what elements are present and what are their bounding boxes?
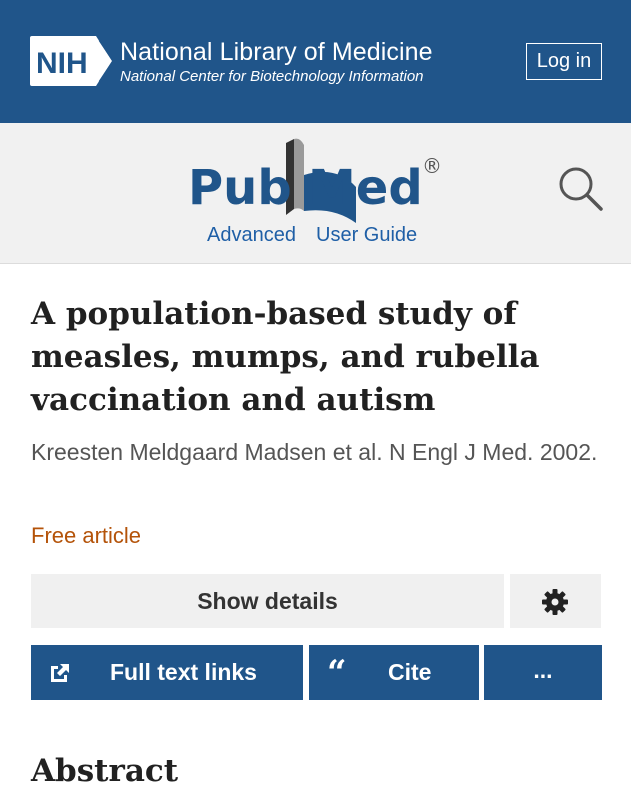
article-citation — [31, 432, 601, 473]
quote-icon: “ — [327, 653, 347, 693]
nih-title: National Library of Medicine — [120, 38, 433, 66]
article-year: 2002. — [539, 439, 598, 465]
external-link-icon — [49, 662, 71, 684]
search-icon[interactable] — [556, 164, 604, 212]
free-article-badge: Free article — [31, 523, 142, 548]
pubmed-logo-pub: Pub — [188, 160, 292, 216]
full-text-links-label: Full text links — [110, 659, 257, 685]
pubmed-logo-med: Med — [308, 160, 423, 216]
cite-button[interactable] — [309, 645, 479, 700]
article-authors[interactable]: Kreesten Meldgaard Madsen et al. — [31, 439, 383, 465]
more-actions-button[interactable] — [484, 645, 602, 700]
login-button[interactable]: Log in — [526, 43, 602, 80]
abstract-heading: Abstract — [31, 753, 179, 789]
nih-logo[interactable] — [30, 36, 112, 86]
article-title: A population-based study of measles, mumps, and rubella vaccination and autism — [31, 296, 540, 418]
full-text-links-button[interactable] — [31, 645, 303, 700]
nav-user-guide-link[interactable]: User Guide — [316, 224, 418, 246]
nav-advanced-link[interactable]: Advanced — [207, 224, 296, 246]
nih-header — [0, 0, 631, 123]
display-options-button[interactable] — [510, 574, 601, 628]
gear-icon — [542, 589, 568, 615]
nih-logo-text: NIH — [36, 47, 88, 80]
book-page-icon — [294, 139, 304, 211]
cite-label: Cite — [388, 659, 432, 685]
more-actions-label: ... — [533, 657, 553, 683]
registered-mark: ® — [422, 154, 442, 178]
article-journal[interactable]: N Engl J Med. — [388, 439, 534, 465]
show-details-button[interactable]: Show details — [31, 574, 504, 628]
nih-subtitle: National Center for Biotechnology Information — [120, 68, 424, 85]
pubmed-logo[interactable] — [186, 137, 448, 229]
